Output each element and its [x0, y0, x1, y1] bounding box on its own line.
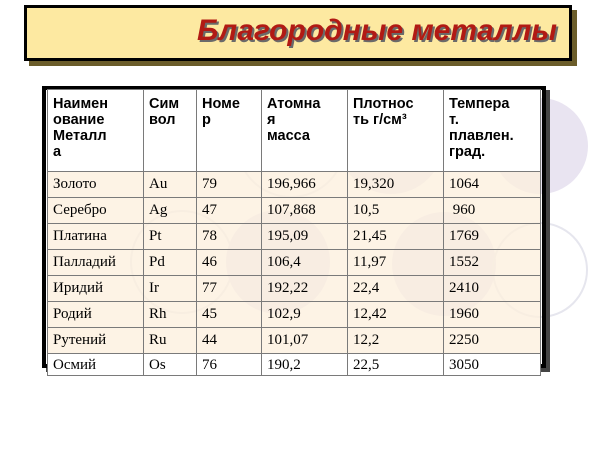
- metal-symbol: Os: [144, 354, 197, 376]
- atomic-number: 76: [197, 354, 262, 376]
- table-row: [48, 250, 541, 276]
- column-header-name: Наимен ование Металл а: [48, 90, 144, 172]
- metal-name: Осмий: [48, 354, 144, 376]
- density: 22,5: [348, 354, 444, 376]
- density: 11,97: [348, 250, 444, 276]
- slide-title: Благородные металлы: [196, 14, 557, 47]
- metal-symbol: Ir: [144, 276, 197, 302]
- metal-symbol: Ru: [144, 328, 197, 354]
- atomic-number: 79: [197, 172, 262, 198]
- metals-table: [47, 89, 541, 376]
- density: 12,42: [348, 302, 444, 328]
- density: 19,320: [348, 172, 444, 198]
- atomic-mass: 196,966: [262, 172, 348, 198]
- atomic-mass: 107,868: [262, 198, 348, 224]
- metal-name: Серебро: [48, 198, 144, 224]
- melting-point: 1064: [444, 172, 541, 198]
- atomic-mass: 102,9: [262, 302, 348, 328]
- atomic-number: 78: [197, 224, 262, 250]
- melting-point: 1769: [444, 224, 541, 250]
- metal-name: Золото: [48, 172, 144, 198]
- metal-name: Рутений: [48, 328, 144, 354]
- table-row: [48, 328, 541, 354]
- atomic-number: 47: [197, 198, 262, 224]
- column-header-density: Плотнос ть г/см³: [348, 90, 444, 172]
- metal-name: Иридий: [48, 276, 144, 302]
- melting-point: 1552: [444, 250, 541, 276]
- column-header-melting-point: Темпера т. плавлен. град.: [444, 90, 541, 172]
- table-row: [48, 198, 541, 224]
- atomic-number: 77: [197, 276, 262, 302]
- atomic-number: 44: [197, 328, 262, 354]
- table-row: [48, 172, 541, 198]
- metal-name: Палладий: [48, 250, 144, 276]
- column-header-atomic-mass: Атомна я масса: [262, 90, 348, 172]
- density: 12,2: [348, 328, 444, 354]
- melting-point: 1960: [444, 302, 541, 328]
- melting-point: 3050: [444, 354, 541, 376]
- table-row: [48, 224, 541, 250]
- density: 10,5: [348, 198, 444, 224]
- metal-symbol: Rh: [144, 302, 197, 328]
- atomic-number: 46: [197, 250, 262, 276]
- table-header-row: [48, 90, 541, 172]
- melting-point: 2410: [444, 276, 541, 302]
- metal-symbol: Pd: [144, 250, 197, 276]
- metal-symbol: Pt: [144, 224, 197, 250]
- metal-name: Родий: [48, 302, 144, 328]
- atomic-mass: 195,09: [262, 224, 348, 250]
- metal-symbol: Au: [144, 172, 197, 198]
- metal-symbol: Ag: [144, 198, 197, 224]
- title-banner: [24, 5, 572, 61]
- atomic-number: 45: [197, 302, 262, 328]
- metal-name: Платина: [48, 224, 144, 250]
- column-header-number: Номе р: [197, 90, 262, 172]
- atomic-mass: 192,22: [262, 276, 348, 302]
- melting-point: 960: [444, 198, 541, 224]
- table-row: [48, 276, 541, 302]
- atomic-mass: 190,2: [262, 354, 348, 376]
- density: 21,45: [348, 224, 444, 250]
- melting-point: 2250: [444, 328, 541, 354]
- table-row: [48, 354, 541, 376]
- atomic-mass: 106,4: [262, 250, 348, 276]
- table-row: [48, 302, 541, 328]
- column-header-symbol: Сим вол: [144, 90, 197, 172]
- atomic-mass: 101,07: [262, 328, 348, 354]
- density: 22,4: [348, 276, 444, 302]
